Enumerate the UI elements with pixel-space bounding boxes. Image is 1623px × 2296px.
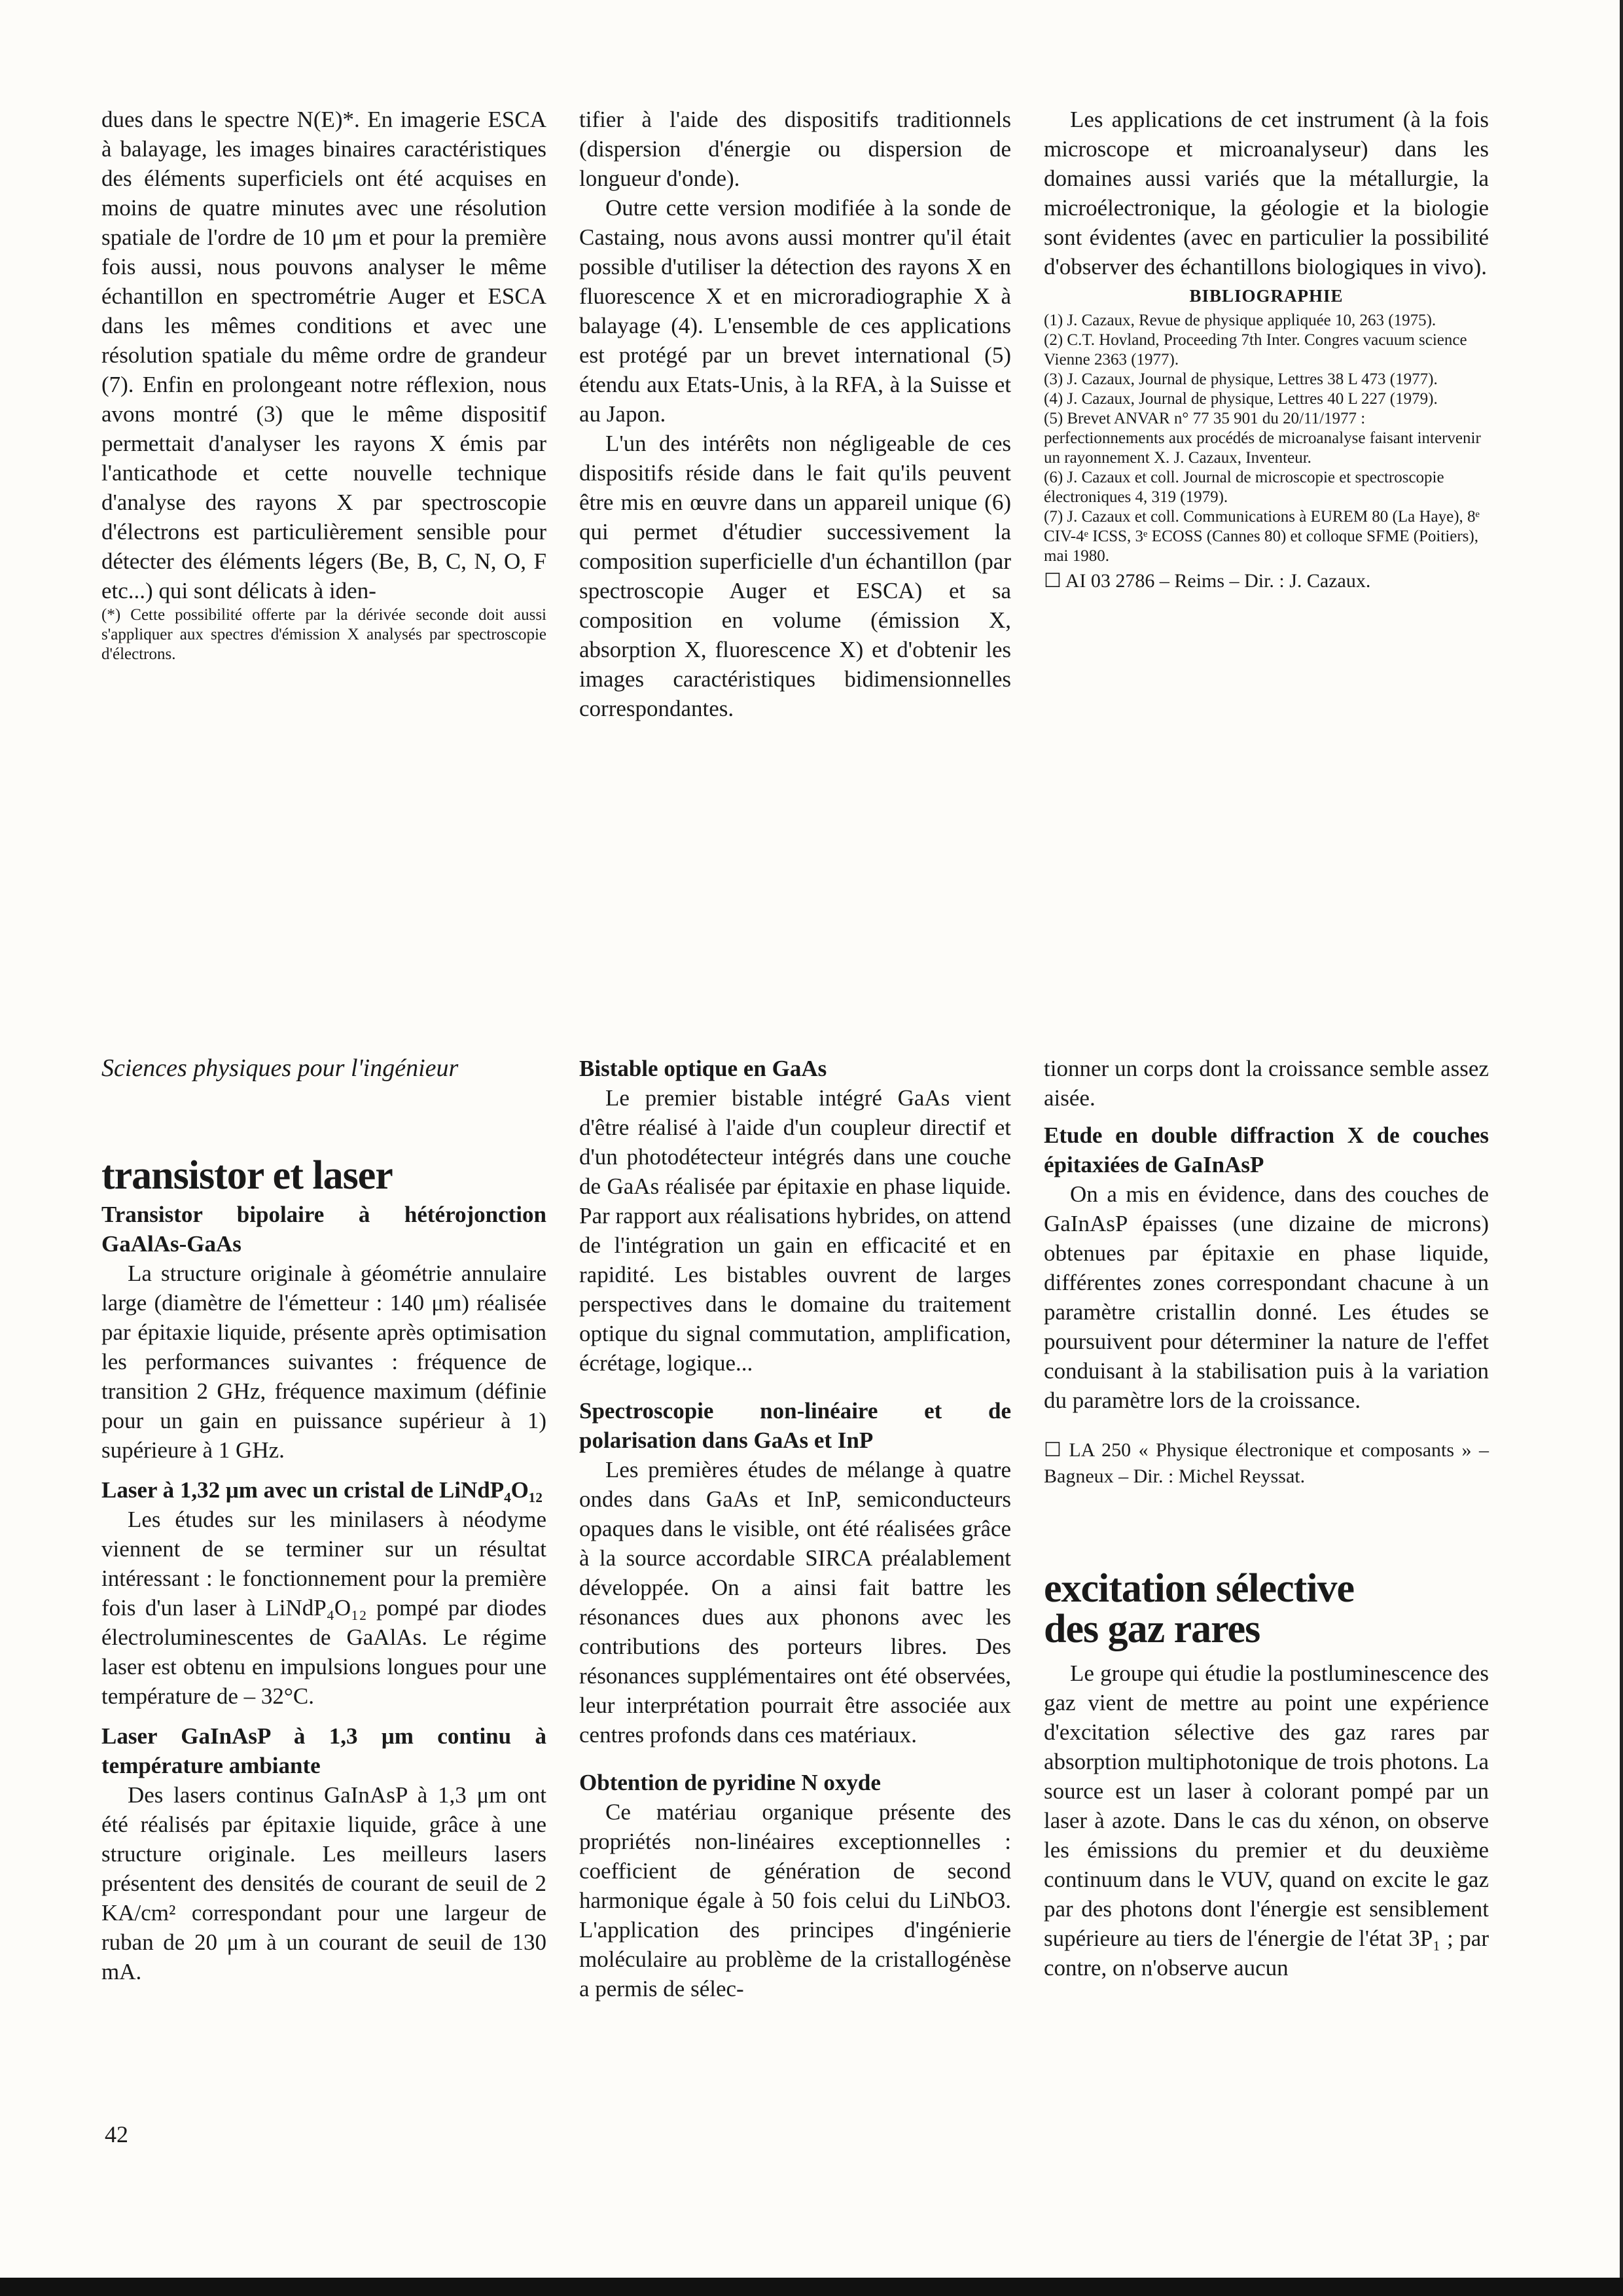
bibliography-entry: (2) C.T. Hovland, Proceeding 7th Inter. Congres vacuum science Vienne 2363 (1977). — [1044, 331, 1467, 368]
subheading: Laser à 1,32 μm avec un cristal de LiNdP₄O₁₂ — [101, 1477, 543, 1503]
paragraph: Les applications de cet instrument (à la fois microscope et microanalyseur) dans les domaines aussi variés que la métallurgie, la microélectronique, la géologie et la biologie sont évidentes (avec en particulier la possibilité d'observer des échantillons biologiques in vivo). — [1044, 107, 1489, 279]
paragraph: On a mis en évidence, dans des couches de GaInAsP épaisses (une dizaine de microns) obtenues par épitaxie en phase liquide, différentes zones correspondant chacune à un paramètre cristallin donné. Les études se poursuivent pour déterminer la nature de l'effet conduisant à la stabilisation puis à la variation du paramètre lors de la croissance. — [1044, 1181, 1489, 1413]
bibliography-entry: (3) J. Cazaux, Journal de physique, Lettres 38 L 473 (1977). — [1044, 370, 1438, 388]
paragraph: Outre cette version modifiée à la sonde de Castaing, nous avons aussi montrer qu'il était possible d'utiliser la détection des rayons X en fluorescence X et en microradiographie X à balayage (4). L'ensemble de ces applications est protégé par un brevet international (5) étendu aux Etats-Unis, à la RFA, à la Suisse et au Japon. — [579, 195, 1011, 427]
scan-border — [0, 2278, 1623, 2296]
paragraph: Le groupe qui étudie la postluminescence des gaz vient de mettre au point une expérience d'excitation sélective des gaz rares par absorption multiphotonique de trois photons. La source est un laser à colorant pompé par un laser à azote. Dans le cas du xénon, on observe les émissions du premier et du deuxième continuum dans le VUV, quand on excite le gaz par des photons dont l'énergie est sensiblement supérieure au tiers de l'énergie de l'état 3P₁ ; par contre, on n'observe aucun — [1044, 1660, 1489, 1981]
bibliography-entry: (5) Brevet ANVAR n° 77 35 901 du 20/11/1977 : perfectionnements aux procédés de microanalyse faisant intervenir un rayonnement X. J. Cazaux, Inventeur. — [1044, 410, 1481, 467]
paragraph: dues dans le spectre N(E)*. En imagerie ESCA à balayage, les images binaires caractéristiques des éléments superficiels ont été acquises en moins de quatre minutes avec une résolution spatiale de l'ordre de 10 μm et pour la première fois aussi, nous pouvons analyser le même échantillon en spectrométrie Auger et ESCA dans les mêmes conditions et avec une résolution spatiale du même ordre de grandeur (7). Enfin en prolongeant notre réflexion, nous avons montré (3) que le même dispositif permettait d'analyser les rayons X émis par l'anticathode et cette nouvelle technique d'analyse des rayons X par spectroscopie d'électrons est particulièrement sensible pour détecter des éléments légers (Be, B, C, N, O, F etc...) qui sont délicats à iden- — [101, 107, 546, 603]
subheading: Etude en double diffraction X de couches épitaxiées de GaInAsP — [1044, 1122, 1489, 1177]
bottom-column-2 — [579, 1054, 1011, 2003]
bottom-column-3 — [1044, 1054, 1489, 1982]
subheading: Obtention de pyridine N oxyde — [579, 1770, 881, 1795]
footnote: (*) Cette possibilité offerte par la dérivée seconde doit aussi s'appliquer aux spectres d'émission X analysés par spectroscopie d'électrons. — [101, 606, 546, 663]
top-column-3 — [1044, 105, 1489, 596]
paragraph: Les études sur les minilasers à néodyme viennent de se terminer sur un résultat intéressant : le fonctionnement pour la première fois d'un laser à LiNdP₄O₁₂ pompé par diodes électroluminescentes de GaAlAs. Le régime laser est obtenu en impulsions longues pour une température de – 32°C. — [101, 1507, 546, 1709]
bibliography-heading: BIBLIOGRAPHIE — [1189, 286, 1344, 306]
paragraph: tifier à l'aide des dispositifs traditionnels (dispersion d'énergie ou dispersion de longueur d'onde). — [579, 107, 1011, 191]
section-header: Sciences physiques pour l'ingénieur — [101, 1054, 459, 1082]
article-title: transistor et laser — [101, 1153, 393, 1198]
subheading: Transistor bipolaire à hétérojonction GaAlAs-GaAs — [101, 1202, 546, 1257]
bottom-column-1 — [101, 1054, 546, 1986]
paragraph: Ce matériau organique présente des propriétés non-linéaires exceptionnelles : coefficient de génération de second harmonique égale à 50 fois celui du LiNbO3. L'application des principes d'ingénierie moléculaire au problème de la cristallogénèse a permis de sélec- — [579, 1799, 1011, 2001]
top-column-1 — [101, 105, 546, 664]
page-number: 42 — [105, 2121, 128, 2147]
paragraph: L'un des intérêts non négligeable de ces dispositifs réside dans le fait qu'ils peuvent être mis en œuvre dans un appareil unique (6) qui permet d'étudier successivement la composition superficielle d'un échantillon (par spectroscopie Auger et ESCA) et sa composition en volume (émission X, absorption X, fluorescence X) et d'obtenir les images caractéristiques bidimensionnelles correspondantes. — [579, 431, 1011, 721]
paragraph: Les premières études de mélange à quatre ondes dans GaAs et InP, semiconducteurs opaques dans le visible, ont été réalisées grâce à la source accordable SIRCA préalablement développée. On a ainsi fait battre les résonances dues aux phonons avec les contributions des porteurs libres. Des résonances supplémentaires ont été observées, leur interprétation pourrait être associée aux centres profonds dans ces matériaux. — [579, 1457, 1011, 1748]
bibliography-entry: (1) J. Cazaux, Revue de physique appliquée 10, 263 (1975). — [1044, 312, 1436, 329]
paragraph: tionner un corps dont la croissance semble assez aisée. — [1044, 1056, 1489, 1111]
page-edge — [1620, 0, 1623, 2296]
bibliography-entry: (7) J. Cazaux et coll. Communications à EUREM 80 (La Haye), 8ᵉ CIV-4ᵉ ICSS, 3ᵉ ECOSS (Cannes 80) et colloque SFME (Poitiers), mai 1980. — [1044, 508, 1480, 565]
lab-reference: ☐ LA 250 « Physique électronique et composants » – Bagneux – Dir. : Michel Reyssat. — [1044, 1439, 1489, 1487]
lab-reference: ☐ AI 03 2786 – Reims – Dir. : J. Cazaux. — [1044, 570, 1371, 592]
subheading: Laser GaInAsP à 1,3 μm continu à température ambiante — [101, 1723, 546, 1778]
subheading: Bistable optique en GaAs — [579, 1056, 827, 1081]
article-title: excitation sélective des gaz rares — [1044, 1566, 1355, 1651]
bibliography-list — [1044, 311, 1489, 566]
top-column-2 — [579, 105, 1011, 723]
bibliography-entry: (6) J. Cazaux et coll. Journal de microscopie et spectroscopie électroniques 4, 319 (1979). — [1044, 469, 1444, 506]
bibliography-entry: (4) J. Cazaux, Journal de physique, Lettres 40 L 227 (1979). — [1044, 390, 1438, 408]
paragraph: Des lasers continus GaInAsP à 1,3 μm ont été réalisés par épitaxie liquide, grâce à une structure originale. Les meilleurs lasers présentent des densités de courant de seuil de 2 KA/cm² correspondant pour une largeur de ruban de 20 μm à un courant de seuil de 130 mA. — [101, 1782, 546, 1984]
paragraph: La structure originale à géométrie annulaire large (diamètre de l'émetteur : 140 μm) réalisée par épitaxie liquide, présente après optimisation les performances suivantes : fréquence de transition 2 GHz, fréquence maximum (définie pour un gain en puissance supérieur à 1) supérieure à 1 GHz. — [101, 1261, 546, 1463]
subheading: Spectroscopie non-linéaire et de polarisation dans GaAs et InP — [579, 1398, 1011, 1453]
paragraph: Le premier bistable intégré GaAs vient d'être réalisé à l'aide d'un coupleur directif et d'un photodétecteur intégrés dans une couche de GaAs réalisée par épitaxie en phase liquide. Par rapport aux réalisations hybrides, on attend de l'intégration un gain en efficacité et en rapidité. Les bistables ouvrent de larges perspectives dans le domaine du traitement optique du signal commutation, amplification, écrétage, logique... — [579, 1085, 1011, 1376]
